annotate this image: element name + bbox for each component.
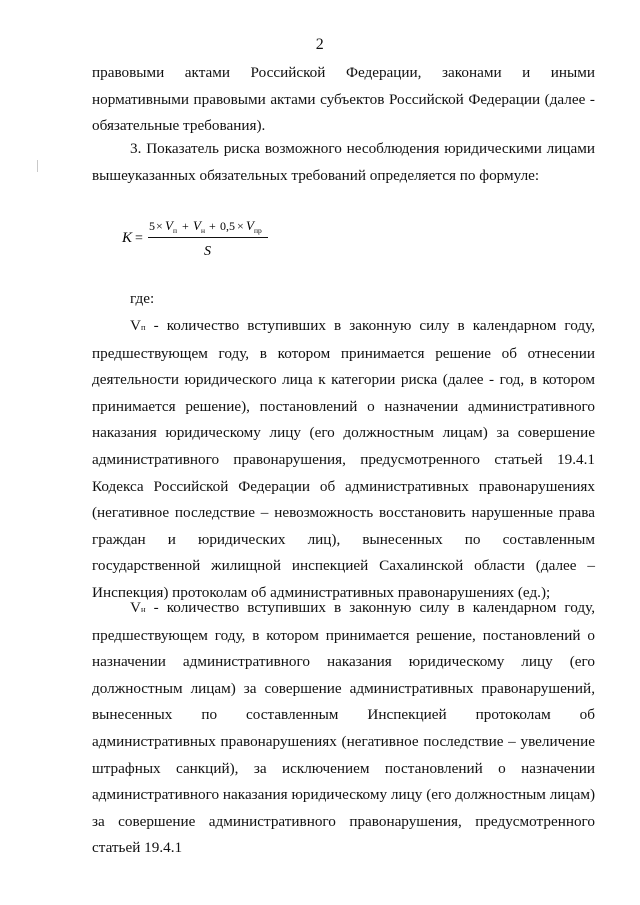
paragraph-item-3-text: 3. Показатель риска возможного несоблюдения юридическими лицами вышеуказанных обязательных требований определяется по формуле: [92,140,595,184]
formula-denominator: S [204,244,211,259]
paragraph-vn-definition [92,595,595,862]
paragraph-vp-definition [92,313,595,607]
vp-subscript: п [140,322,146,332]
risk-formula [118,214,318,266]
page-number: 2 [315,36,325,53]
numerator-var-2: V [193,218,201,233]
paragraph-continuation-text: правовыми актами Российской Федерации, законами и иными нормативными правовыми актами субъектов Российской Федерации (далее - обязательные требования). [92,64,595,135]
numerator-coef-3: 0,5 [220,219,235,233]
numerator-plus-2: + [209,219,216,233]
vn-symbol: V [130,599,141,616]
numerator-coef-1: 5 [149,219,155,233]
paragraph-continuation [92,60,595,140]
formula-equals: = [135,231,143,246]
numerator-times: × [156,219,163,233]
numerator-sub-3: пр [254,226,262,235]
paragraph-vn-text [92,595,595,862]
paragraph-vp-text [92,313,595,607]
paragraph-where [92,286,595,313]
numerator-sub-2: н [201,226,206,235]
paragraph-item-3 [92,136,595,189]
formula-lhs: K [122,230,133,246]
vp-symbol: V [130,317,141,334]
vn-subscript: н [140,604,146,614]
vn-body: - количество вступивших в законную силу в календарном году, предшествующем году, в котором принимается решение, постановлений о назначении административного наказания юридическому лицу (его должностным лицам) за совершение административных правонарушений, вынесенных по составленным Инспекцией протоколам об административных правонарушениях (негативное последствие – увеличение штрафных санкций), за исключением постановлений о назначении административного наказания юридическому лицу (его должностным лицам) за совершение административного правонарушения, предусмотренного статьей 19.4.1 [92,599,595,857]
paragraph-where-text: где: [130,290,155,307]
numerator-plus-1: + [182,219,189,233]
risk-formula-svg [118,214,318,266]
vp-body: - количество вступивших в законную силу в календарном году, предшествующем году, в котором принимается решение об отнесении деятельности юридического лица к категории риска (далее - год, в котором принимается решение), постановлений о назначении административного наказания юридическому лицу (его должностным лицам) за совершение административного правонарушения, предусмотренного статьей 19.4.1 Кодекса Российской Федерации об административных правонарушениях (негативное последствие – невозможность восстановить нарушенные права граждан и юридических лиц), вынесенных по составленным государственной жилищной инспекцией Сахалинской области (далее – Инспекция) протоколам об административных правонарушениях (ед.); [92,317,595,601]
scan-artifact [37,160,38,172]
numerator-sub-1: п [173,226,178,235]
numerator-times-3: × [237,219,244,233]
numerator-var-1: V [165,218,173,233]
numerator-var-3: V [246,218,254,233]
